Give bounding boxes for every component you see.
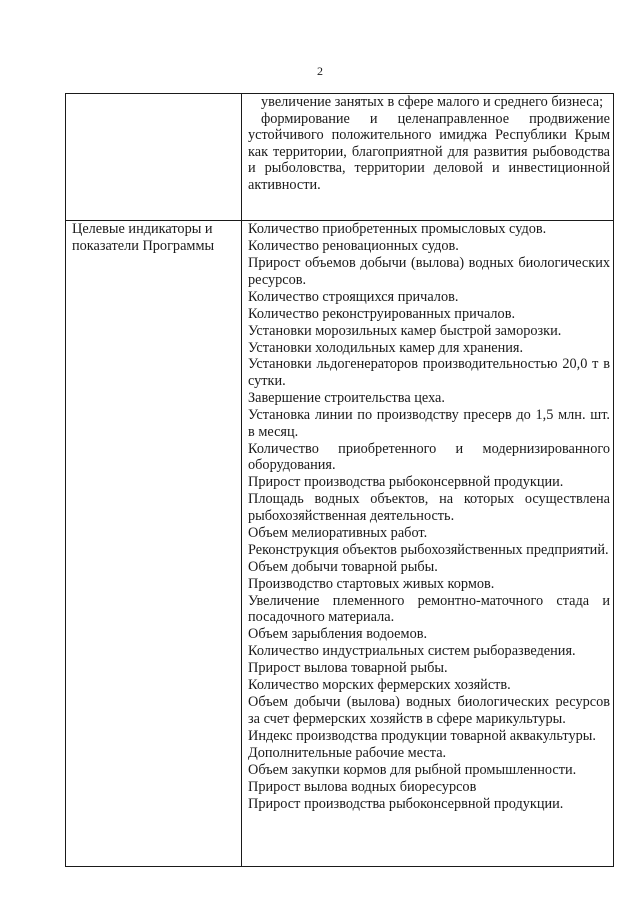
indicator-item: Количество приобретенного и модернизированного оборудования.: [248, 440, 610, 474]
indicator-item: Установки льдогенераторов производительностью 20,0 т в сутки.: [248, 356, 610, 390]
goal-paragraph: увеличение занятых в сфере малого и среднего бизнеса;: [261, 94, 604, 110]
indicator-item: Площадь водных объектов, на которых осуществлена рыбохозяйственная деятельность.: [248, 491, 610, 524]
table-row: [66, 221, 614, 867]
indicator-item: Установки холодильных камер для хранения.: [248, 339, 524, 356]
row-label-cell: Целевые индикаторы и показатели Программы: [66, 221, 242, 867]
indicator-item: Количество реновационных судов.: [248, 237, 459, 254]
indicator-item: Количество строящихся причалов.: [248, 288, 459, 305]
indicator-item: Количество реконструированных причалов.: [248, 305, 516, 322]
indicator-item: Объем зарыбления водоемов.: [248, 626, 428, 643]
indicator-item: Производство стартовых живых кормов.: [248, 575, 495, 592]
indicator-item: Объем добычи (вылова) водных биологических ресурсов за счет фермерских хозяйств в сфере марикультуры.: [248, 694, 610, 727]
indicator-item: Прирост вылова водных биоресурсов: [248, 778, 477, 795]
indicator-item: Объем закупки кормов для рыбной промышленности.: [248, 761, 577, 778]
page-number: 2: [317, 64, 323, 78]
indicator-item: Объем мелиоративных работ.: [248, 524, 428, 541]
indicator-item: Количество индустриальных систем рыборазведения.: [248, 643, 576, 660]
row-content-cell: [242, 94, 614, 221]
program-passport-table: [65, 93, 614, 867]
indicator-item: Индекс производства продукции товарной аквакультуры.: [248, 727, 596, 744]
indicator-item: Прирост производства рыбоконсервной продукции.: [248, 795, 564, 812]
indicator-item: Увеличение племенного ремонтно-маточного стада и посадочного материала.: [248, 592, 610, 626]
indicator-item: Объем добычи товарной рыбы.: [248, 558, 438, 575]
indicator-item: Прирост вылова товарной рыбы.: [248, 660, 448, 677]
indicator-item: Установки морозильных камер быстрой заморозки.: [248, 322, 562, 339]
table-row: [66, 94, 614, 221]
indicators-list: [242, 221, 614, 867]
goal-paragraph: формирование и целенаправленное продвижение устойчивого положительного имиджа Республики Крым как территории, благоприятной для развития рыбоводства и рыболовства, территории деловой и инвестиционной активности.: [248, 110, 610, 193]
indicator-item: Количество морских фермерских хозяйств.: [248, 677, 511, 694]
indicator-item: Прирост производства рыбоконсервной продукции.: [248, 474, 564, 491]
indicator-item: Реконструкция объектов рыбохозяйственных предприятий.: [248, 541, 609, 558]
indicator-item: Прирост объемов добычи (вылова) водных биологических ресурсов.: [248, 254, 610, 288]
row-label-cell: [66, 94, 242, 221]
indicator-item: Количество приобретенных промысловых судов.: [248, 221, 547, 237]
indicator-item: Дополнительные рабочие места.: [248, 744, 447, 761]
indicator-item: Завершение строительства цеха.: [248, 390, 445, 407]
indicator-item: Установка линии по производству пресерв до 1,5 млн. шт. в месяц.: [248, 407, 610, 440]
